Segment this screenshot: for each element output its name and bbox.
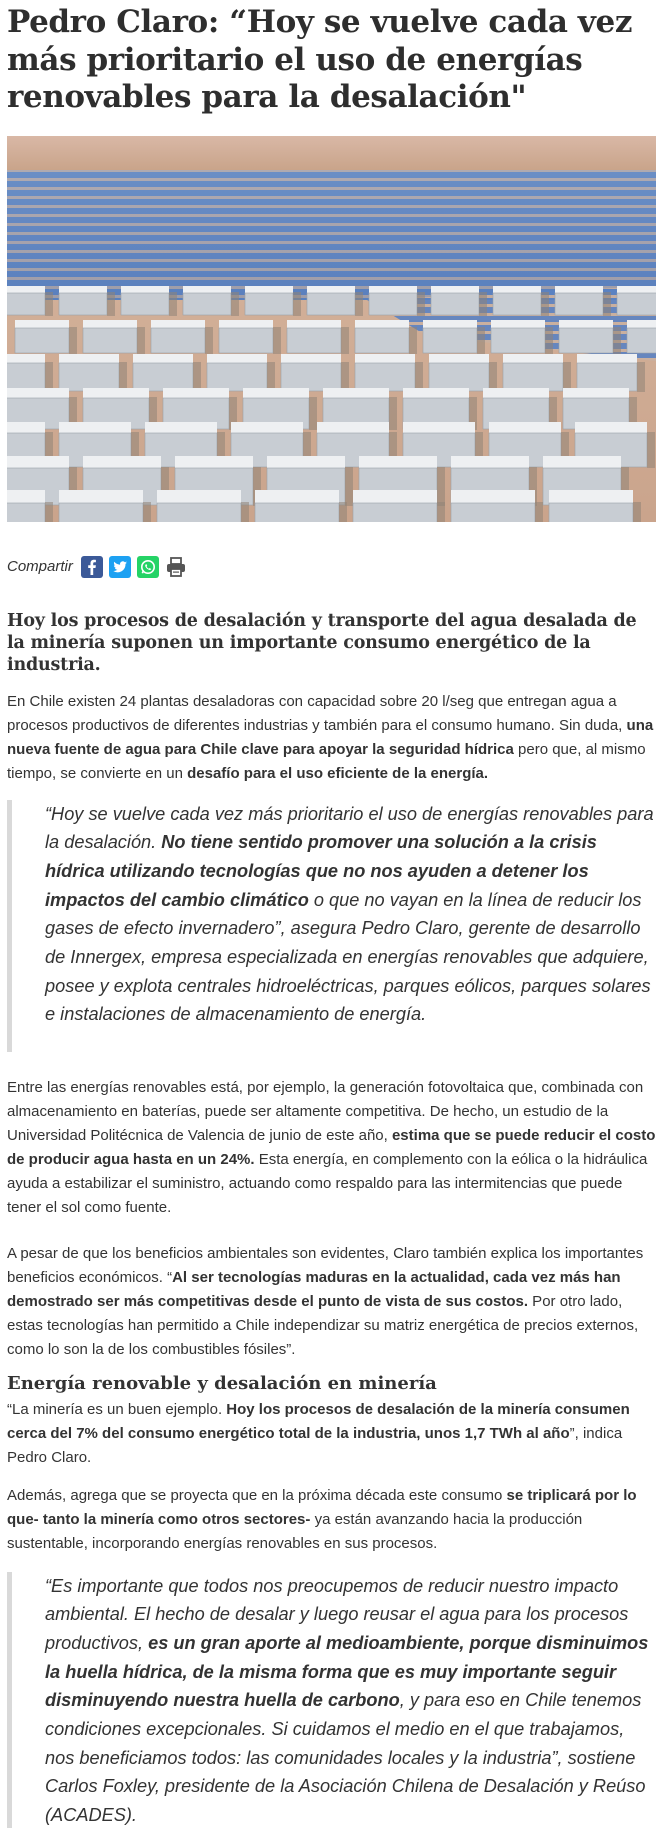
container-roof [281,354,341,363]
container-roof [83,320,137,328]
container-roof [549,490,633,503]
container-roof [183,286,231,293]
container-shadow [637,362,645,392]
container-roof [157,490,241,503]
text: o que no vayan en la línea de reducir los gases de efecto invernadero”, asegura Pedro Claro, gerente de desarrollo de Innergex, empresa especializada en energías renovables que adquiere, posee y explota centrales hidroeléctricas, parques eólicos, parques solares e instalaciones de almacenamiento de energía. [45,889,651,1025]
container-shadow [137,327,145,354]
container-roof [175,456,253,468]
container-shadow [309,397,317,430]
paragraph-1 [7,690,656,786]
container-roof [555,286,603,293]
container-side [355,328,409,353]
container-shadow [273,327,281,354]
bold-text: Al ser tecnologías maduras en la actualidad, cada vez más han demostrado ser más competitivas desde el punto de vista de sus costos. [7,1268,621,1310]
container-roof [245,286,293,293]
text: “La minería es un buen ejemplo. [7,1400,227,1418]
container-roof [483,388,549,398]
container-roof [323,388,389,398]
container-roof [255,490,339,503]
container-shadow [45,362,53,392]
container-shadow [169,292,177,316]
container-shadow [541,292,549,316]
container-side [355,363,415,391]
container-shadow [613,327,621,354]
container-side [503,363,563,391]
whatsapp-icon[interactable] [137,556,159,578]
text: pero que, al mismo tiempo, se convierte en un [7,740,646,782]
container-roof [307,286,355,293]
print-icon[interactable] [165,556,187,578]
quote-text [45,800,656,1030]
container-side [59,503,143,522]
container-side [207,363,267,391]
container-roof [207,354,267,363]
container-shadow [437,467,445,506]
container-side [577,363,637,391]
text: “Es importante que todos nos preocupemos de reducir nuestro impacto ambiental. El hecho de desalar y luego reusar el agua para los procesos productivos, [45,1575,629,1653]
container-shadow [545,327,553,354]
text: Además, agrega que se proyecta que en la próxima década este consumo [7,1486,507,1504]
share-label: Compartir [7,558,73,575]
container-shadow [437,502,445,522]
container-side [451,503,535,522]
twitter-icon[interactable] [109,556,131,578]
bold-text: es un gran aporte al medioambiente, porque disminuimos la huella hídrica, de la misma forma que es muy importante seguir disminuyendo nuestra huella de carbono [45,1632,649,1711]
container-shadow [341,327,349,354]
container-roof [145,422,217,433]
container-shadow [409,327,417,354]
container-roof [429,354,489,363]
container-side [121,293,169,315]
text: Por otro lado, estas tecnologías han permitido a Chile independizar su matriz energética de precios externos, como lo son la de los combustibles fósiles”. [7,1292,639,1358]
container-shadow [193,362,201,392]
bold-text: No tiene sentido promover una solución a la crisis hídrica utilizando tecnologías que no nos ayuden a detener los impactos del cambio climático [45,832,597,910]
container-roof [575,422,647,433]
text: “Hoy se vuelve cada vez más prioritario el uso de energías renovables para la desalación. [45,803,654,853]
container-roof [577,354,637,363]
container-roof [563,388,629,398]
facebook-icon[interactable] [81,556,103,578]
container-side [369,293,417,315]
container-side [307,293,355,315]
container-shadow [389,397,397,430]
container-side [157,503,241,522]
container-shadow [417,292,425,316]
text: A pesar de que los beneficios ambientales son evidentes, Claro también explica los importantes beneficios económicos. “ [7,1244,644,1286]
container-side [617,293,656,315]
container-side [183,293,231,315]
container-side [493,293,541,315]
text: ya están avanzando hacia la producción sustentable, incorporando energías renovables en sus procesos. [7,1510,583,1552]
container-shadow [345,467,353,506]
pull-quote-1 [7,800,656,1052]
container-shadow [563,362,571,392]
bold-text: Hoy los procesos de desalación de la minería consumen cerca del 7% del consumo energético total de la industria, unos 1,7 TWh al año [7,1400,630,1442]
bold-text: una nueva fuente de agua para Chile clave para apoyar la seguridad hídrica [7,716,654,758]
container-roof [617,286,656,293]
container-roof [163,388,229,398]
container-roof [231,422,303,433]
container-side [151,328,205,353]
container-roof [219,320,273,328]
text: ”, indica Pedro Claro. [7,1424,623,1466]
container-side [353,503,437,522]
container-roof [7,388,69,398]
container-side [59,293,107,315]
container-side [431,293,479,315]
subheading: Energía renovable y desalación en minería [7,1372,437,1394]
text: En Chile existen 24 plantas desaladoras con capacidad sobre 20 l/seg que entregan agua a procesos productivos de diferentes industrias y también para el consumo humano. Sin duda, [7,692,627,734]
container-roof [59,422,131,433]
container-roof [491,320,545,328]
container-shadow [479,292,487,316]
container-roof [7,422,45,433]
container-shadow [293,292,301,316]
container-roof [369,286,417,293]
container-shadow [143,502,151,522]
container-roof [559,320,613,328]
bold-text: se triplicará por lo que- tanto la minería como otros sectores- [7,1486,637,1528]
container-shadow [69,327,77,354]
container-roof [7,354,45,363]
container-shadow [107,292,115,316]
container-shadow [241,502,249,522]
container-roof [489,422,561,433]
paragraph-3 [7,1242,656,1362]
container-roof [423,320,477,328]
container-side [7,503,45,522]
paragraph-4 [7,1398,656,1470]
container-side [255,503,339,522]
bold-text: estima que se puede reducir el costo de producir agua hasta en un 24%. [7,1126,656,1168]
container-roof [7,490,45,503]
container-roof [543,456,621,468]
container-side [219,328,273,353]
bold-text: desafío para el uso eficiente de la energía. [187,764,489,782]
container-side [7,363,45,391]
container-side [83,328,137,353]
container-side [555,293,603,315]
container-roof [431,286,479,293]
text: Entre las energías renovables está, por ejemplo, la generación fotovoltaica que, combinada con almacenamiento en baterías, puede ser altamente competitiva. De hecho, un estudio de la Universidad Politécnica de Valencia de junio de este año, [7,1078,644,1144]
container-roof [359,456,437,468]
container-roof [493,286,541,293]
container-shadow [205,327,213,354]
container-side [627,328,656,353]
container-roof [503,354,563,363]
container-side [15,328,69,353]
container-side [549,503,633,522]
container-roof [451,490,535,503]
container-roof [59,286,107,293]
container-roof [15,320,69,328]
container-roof [451,456,529,468]
container-roof [627,320,656,328]
container-roof [151,320,205,328]
container-shadow [647,432,655,468]
paragraph-2 [7,1076,656,1220]
container-side [245,293,293,315]
container-side [281,363,341,391]
text: Esta energía, en complemento con la eólica o la hidráulica ayuda a estabilizar el suministro, actuando como respaldo para las intermitencias que puede tener el sol como fuente. [7,1150,648,1216]
pull-quote-2 [7,1572,656,1828]
container-shadow [341,362,349,392]
container-shadow [267,362,275,392]
container-roof [403,422,475,433]
container-shadow [489,362,497,392]
container-roof [317,422,389,433]
container-shadow [633,502,641,522]
container-shadow [45,502,53,522]
container-shadow [415,362,423,392]
container-roof [133,354,193,363]
container-side [7,293,45,315]
container-roof [7,286,45,293]
hero-image [7,136,656,522]
share-bar [7,554,656,580]
container-side [429,363,489,391]
container-side [559,328,613,353]
container-side [423,328,477,353]
container-roof [59,490,143,503]
container-shadow [339,502,347,522]
container-roof [59,354,119,363]
container-side [133,363,193,391]
container-roof [267,456,345,468]
container-roof [83,456,161,468]
container-roof [355,320,409,328]
lead-paragraph: Hoy los procesos de desalación y transporte del agua desalada de la minería suponen un importante consumo energético de la industria. [7,610,637,675]
container-shadow [231,292,239,316]
container-shadow [477,327,485,354]
container-shadow [535,502,543,522]
quote-text [45,1572,656,1830]
container-side [491,328,545,353]
container-side [287,328,341,353]
paragraph-5 [7,1484,656,1556]
container-shadow [603,292,611,316]
text: , y para eso en Chile tenemos condiciones excepcionales. Si cuidamos el medio en el que trabajamos, nos beneficiamos todos: las comunidades locales y la industria”, sostiene Carlos Foxley, presidente de la Asociación Chilena de Desalación y Reúso (ACADES). [45,1690,646,1826]
container-roof [243,388,309,398]
article [0,4,656,1828]
article-title: Pedro Claro: “Hoy se vuelve cada vez más prioritario el uso de energías renovables para la desalación" [7,4,633,115]
container-roof [355,354,415,363]
container-roof [7,456,69,468]
container-roof [121,286,169,293]
container-roof [403,388,469,398]
container-roof [287,320,341,328]
container-shadow [119,362,127,392]
container-roof [83,388,149,398]
container-shadow [45,292,53,316]
container-roof [353,490,437,503]
container-shadow [355,292,363,316]
container-side [59,363,119,391]
